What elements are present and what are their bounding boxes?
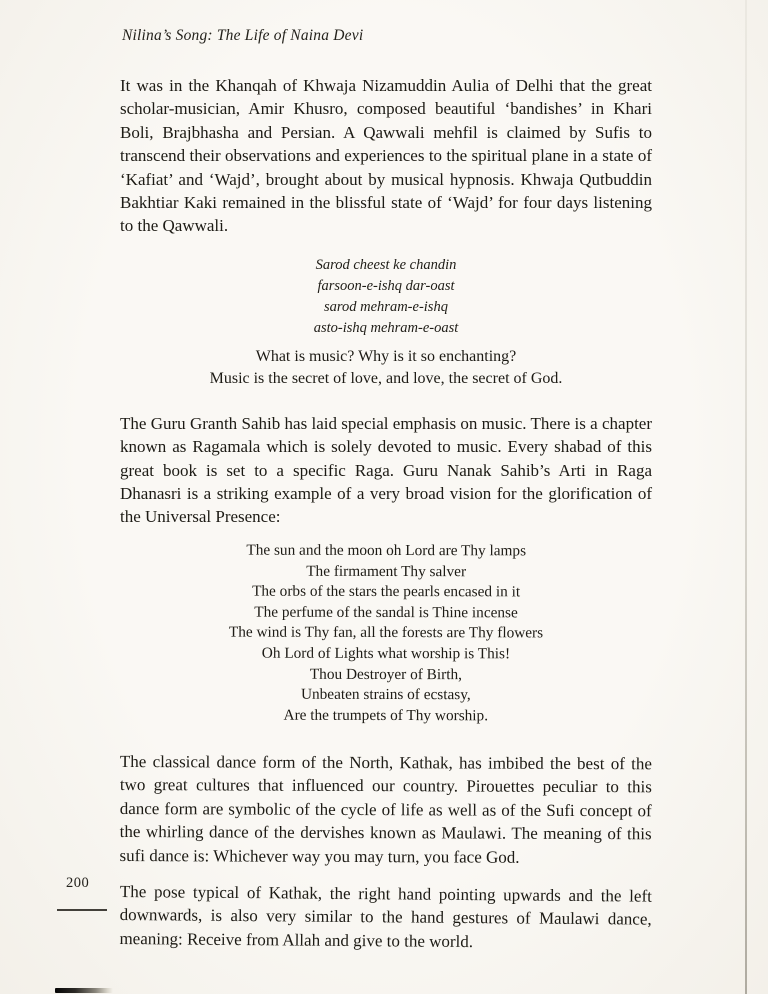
paragraph-kathak: The classical dance form of the North, Kathak, has imbibed the best of the two great cultures that influenced our country. Pirouettes peculiar to this dance form are symbolic of the cycle of life as well as of the Sufi concept of the whirling dance of the dervishes known as Maulawi. The meaning of this sufi dance is: Whichever way you may turn, you face God. [119, 752, 652, 867]
verse-line: Sarod cheest ke chandin [315, 256, 457, 273]
verse-line: sarod mehram-e-ishq [324, 298, 448, 315]
verse-line: The orbs of the stars the pearls encased in it [252, 582, 521, 601]
verse-translation [120, 346, 652, 391]
verse-line: Unbeaten strains of ecstasy, [300, 685, 471, 704]
verse-line: The sun and the moon oh Lord are Thy lamps [246, 541, 527, 560]
verse-line: asto-ishq mehram-e-oast [313, 319, 459, 336]
scan-edge-line [745, 0, 747, 994]
running-header: Nilina’s Song: The Life of Naina Devi [122, 27, 364, 44]
page-content [120, 70, 652, 950]
verse-line: farsoon-e-ishq dar-oast [317, 277, 455, 294]
verse-line: Thou Destroyer of Birth, [309, 665, 462, 683]
verse-line: Are the trumpets of Thy worship. [283, 706, 489, 724]
paragraph-kathak-pose: The pose typical of Kathak, the right hand pointing upwards and the left downwards, is also very similar to the hand gestures of Maulawi dance, meaning: Receive from Allah and give to the world. [119, 882, 652, 952]
paragraph-guru-granth-sahib: The Guru Granth Sahib has laid special emphasis on music. There is a chapter known as Ragamala which is solely devoted to music. Every shabad of this great book is set to a specific Raga. Guru Nanak Sahib’s Arti in Raga Dhanasri is a striking example of a very broad vision for the glorification of the Universal Presence: [120, 413, 652, 527]
verse-line: The firmament Thy salver [306, 562, 467, 580]
scan-artifact-bar [55, 988, 113, 993]
verse-line: The perfume of the sandal is Thine incense [254, 603, 518, 622]
verse-line: The wind is Thy fan, all the forests are Thy flowers [228, 623, 544, 642]
page-number: 200 [66, 875, 90, 891]
paragraph-qawwali: It was in the Khanqah of Khwaja Nizamuddin Aulia of Delhi that the great scholar-musician, Amir Khusro, composed beautiful ‘bandishes’ in Khari Boli, Brajbhasha and Persian. A Qawwali mehfil is claimed by Sufis to transcend their observations and experiences to the spiritual plane in a state of ‘Kafiat’ and ‘Wajd’, brought about by musical hypnosis. Khwaja Qutbuddin Bakhtiar Kaki remained in the blissful state of ‘Wajd’ for four days listening to the Qawwali. [120, 76, 652, 236]
verse-line: What is music? Why is it so enchanting? [255, 347, 517, 365]
verse-line: Oh Lord of Lights what worship is This! [261, 644, 511, 663]
verse-persian-couplet [120, 255, 652, 339]
verse-line: Music is the secret of love, and love, the secret of God. [209, 370, 563, 388]
page-number-rule [57, 909, 107, 911]
verse-arti [120, 540, 652, 727]
